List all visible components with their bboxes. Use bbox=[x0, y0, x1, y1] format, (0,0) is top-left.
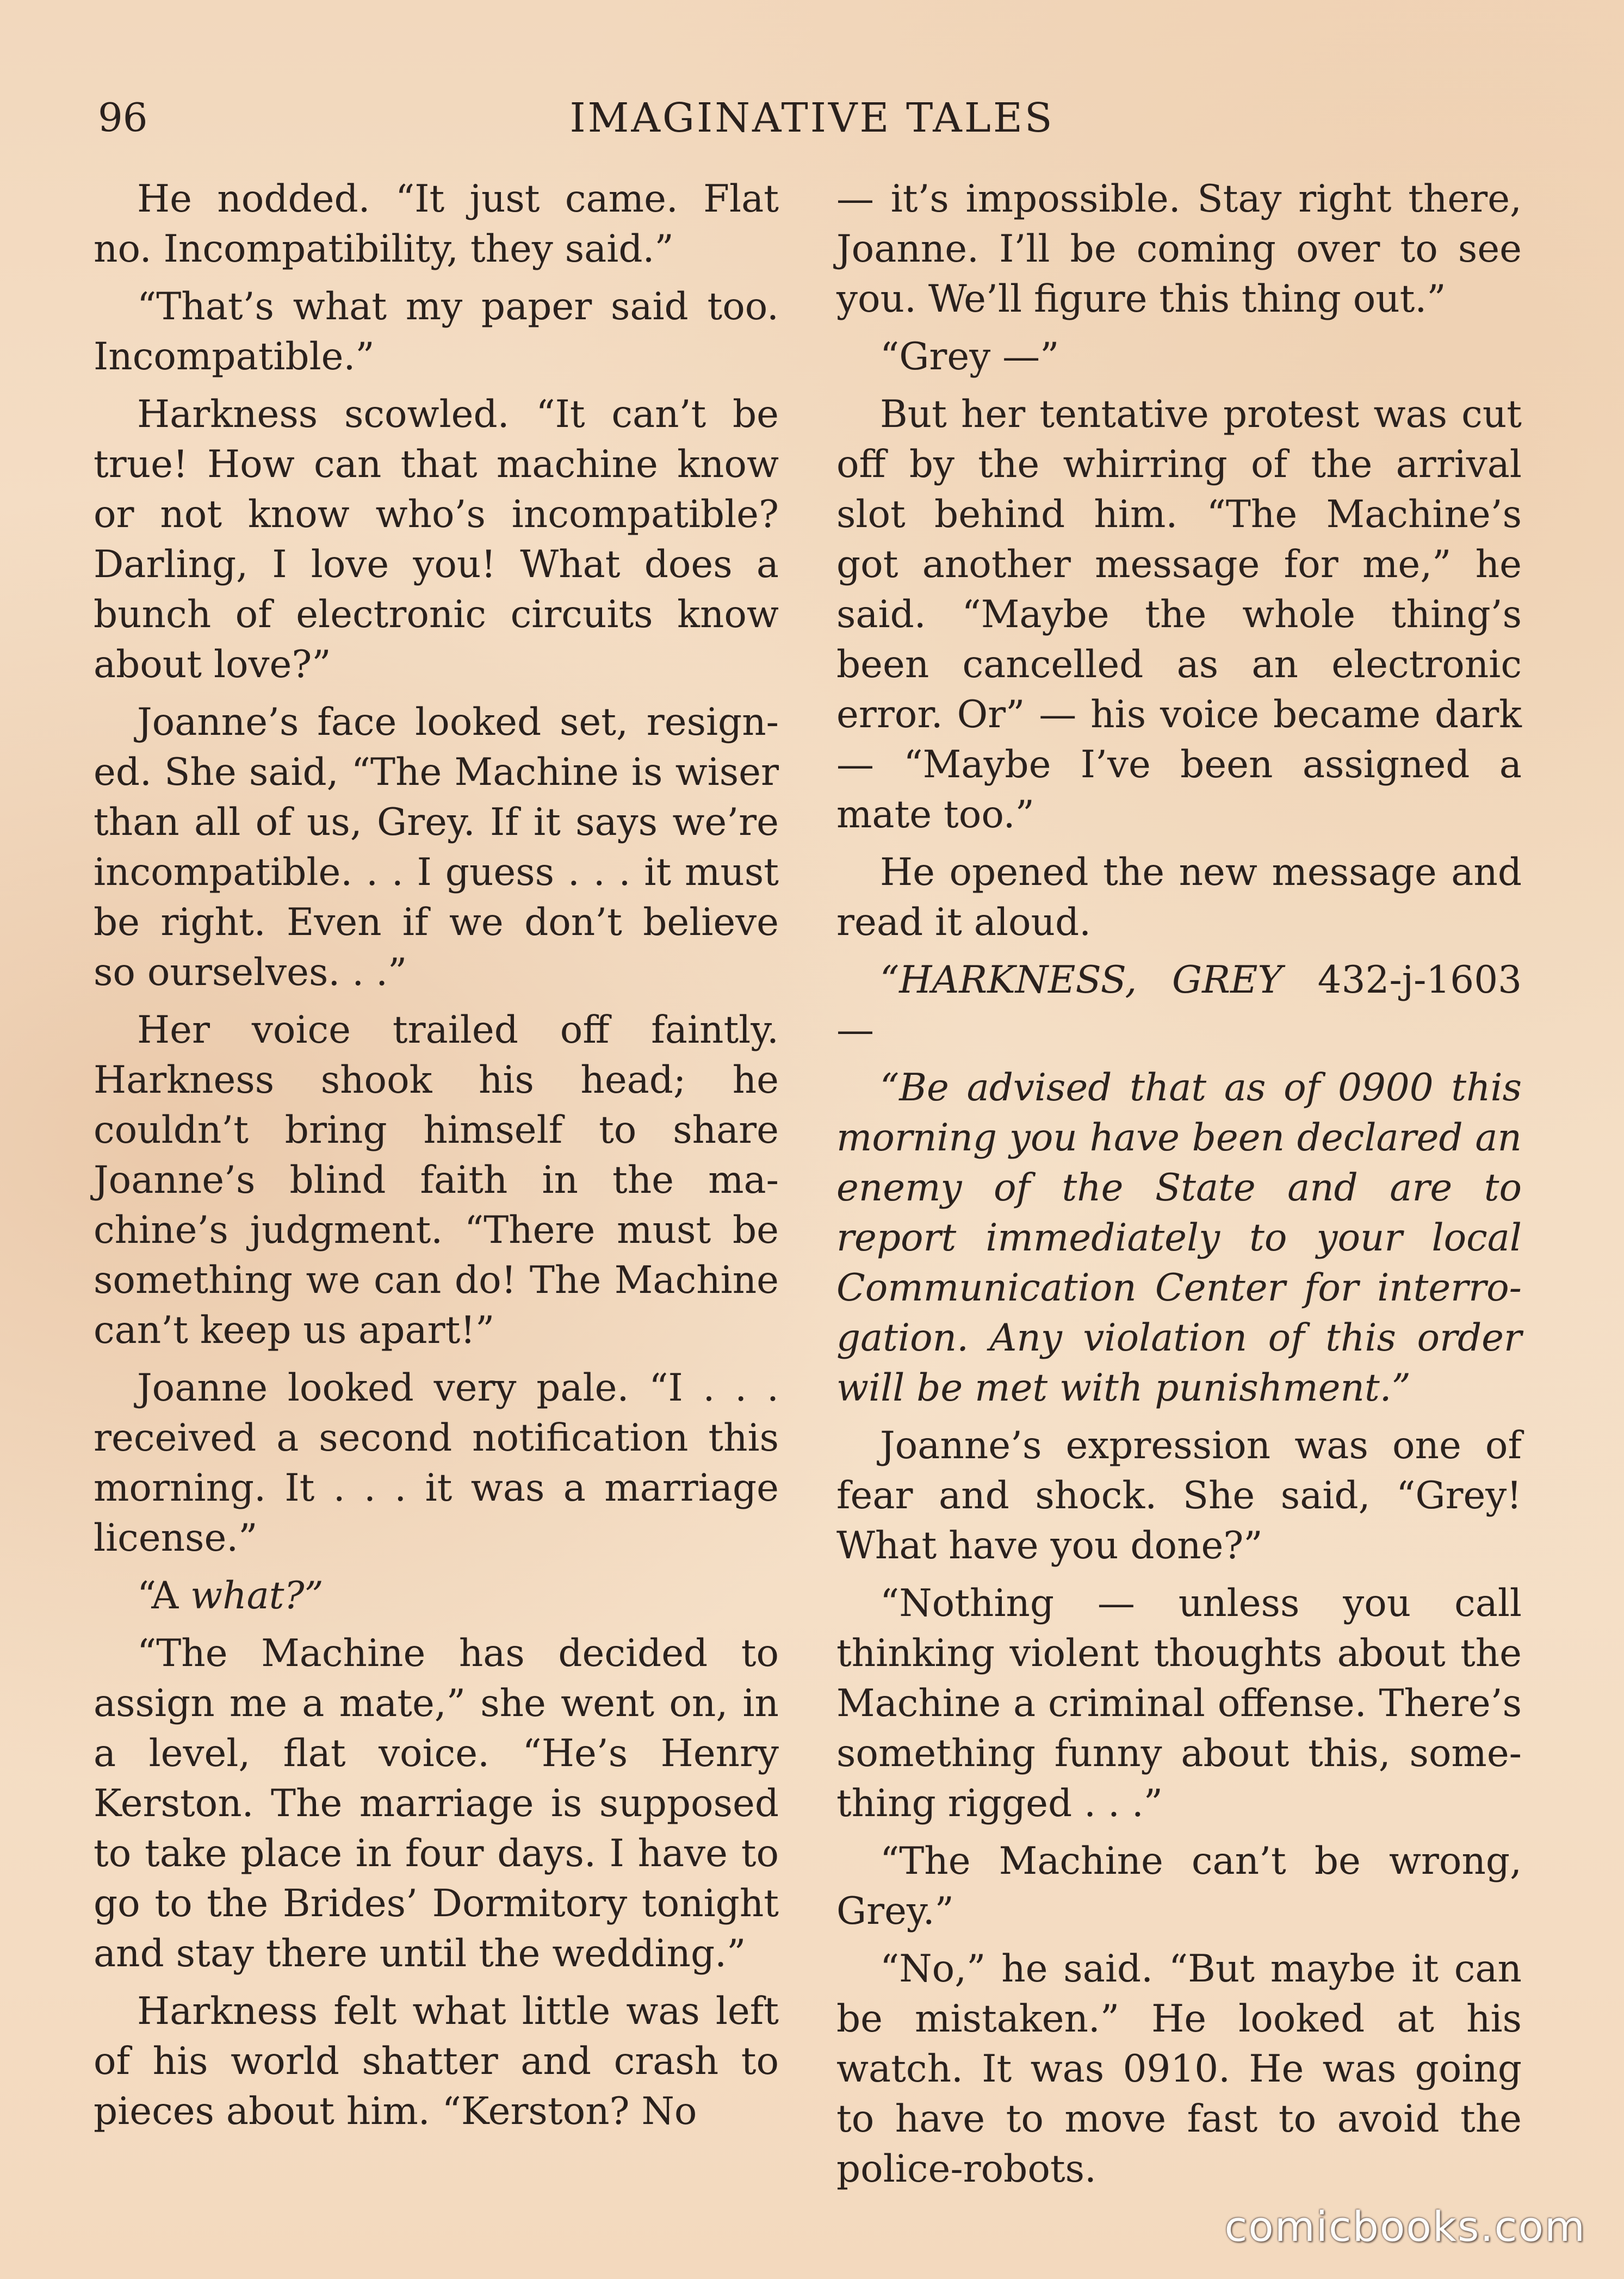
running-head: IMAGINATIVE TALES bbox=[569, 95, 1055, 141]
page-number: 96 bbox=[98, 95, 148, 140]
notice-body: “Be advised that as of 0900 this morning you have been declared an enemy of the State and are to report immediately to your local Communication Center for interrogation. Any violation of this order will be met with punishment.” bbox=[836, 1066, 1522, 1410]
paragraph: He opened the new message and read it aloud. bbox=[836, 851, 1522, 944]
right-column bbox=[836, 174, 1522, 2202]
paragraph: Harkness felt what little was left of his world shatter and crash to pieces about him. “Kerston? No bbox=[94, 1990, 779, 2133]
paragraph: “The Machine has decided to assign me a mate,” she went on, in a level, flat voice. “He’s Henry Kerston. The marriage is supposed to take place in four days. I have to go to the Brides’ Dormitory tonight and stay there until the wedding.” bbox=[94, 1632, 779, 1975]
paragraph bbox=[94, 1571, 779, 1621]
notice-name: “HARKNESS, GREY bbox=[880, 958, 1282, 1002]
paragraph: “The Machine can’t be wrong, Grey.” bbox=[836, 1840, 1522, 1933]
paragraph: But her tentative protest was cut off by the whirring of the arrival slot behind him. “The Machine’s got another message for me,” he said. “Maybe the whole thing’s been cancelled as an electronic error. Or” — his voice became dark — “Maybe I’ve been assigned a mate too.” bbox=[836, 393, 1522, 837]
paragraph: Joanne looked very pale. “I . . . received a second notification this morning. It . . . it was a marriage license.” bbox=[94, 1366, 779, 1560]
quote-prefix: “A bbox=[137, 1574, 191, 1618]
paragraph: “Nothing — unless you call thinking violent thoughts about the Machine a criminal offense. There’s something funny about this, something rigged . . .” bbox=[836, 1582, 1522, 1825]
paragraph: Joanne’s face looked set, resigned. She said, “The Machine is wiser than all of us, Grey. If it says we’re incompatible. . . I guess . . . it must be right. Even if we don’t believe so ourselves. . .” bbox=[94, 701, 779, 994]
left-column bbox=[94, 174, 779, 2144]
notice-code: 432-j-1603 — bbox=[836, 958, 1522, 1052]
notice-heading bbox=[836, 955, 1522, 1055]
paragraph: Her voice trailed off faintly. Harkness shook his head; he couldn’t bring himself to share Joanne’s blind faith in the machine’s judgment. “There must be something we can do! The Machine can’t keep us apart!” bbox=[94, 1008, 779, 1352]
quote-emphasis: what?” bbox=[190, 1574, 324, 1618]
paragraph: “Grey —” bbox=[880, 335, 1059, 379]
paragraph: “No,” he said. “But maybe it can be mistaken.” He looked at his watch. It was 0910. He was going to have to move fast to avoid the police-robots. bbox=[836, 1947, 1522, 2191]
paragraph: He nodded. “It just came. Flat no. Incompatibility, they said.” bbox=[94, 177, 779, 271]
paragraph: Joanne’s expression was one of fear and shock. She said, “Grey! What have you done?” bbox=[836, 1424, 1522, 1568]
paragraph: — it’s impossible. Stay right there, Joanne. I’ll be coming over to see you. We’ll figure this thing out.” bbox=[836, 177, 1522, 321]
paragraph: “That’s what my paper said too. Incompatible.” bbox=[94, 285, 779, 379]
paragraph: Harkness scowled. “It can’t be true! How can that machine know or not know who’s incompatible? Darling, I love you! What does a bunch of electronic circuits know about love?” bbox=[94, 393, 779, 686]
watermark: comicbooks.com bbox=[1224, 2202, 1586, 2251]
